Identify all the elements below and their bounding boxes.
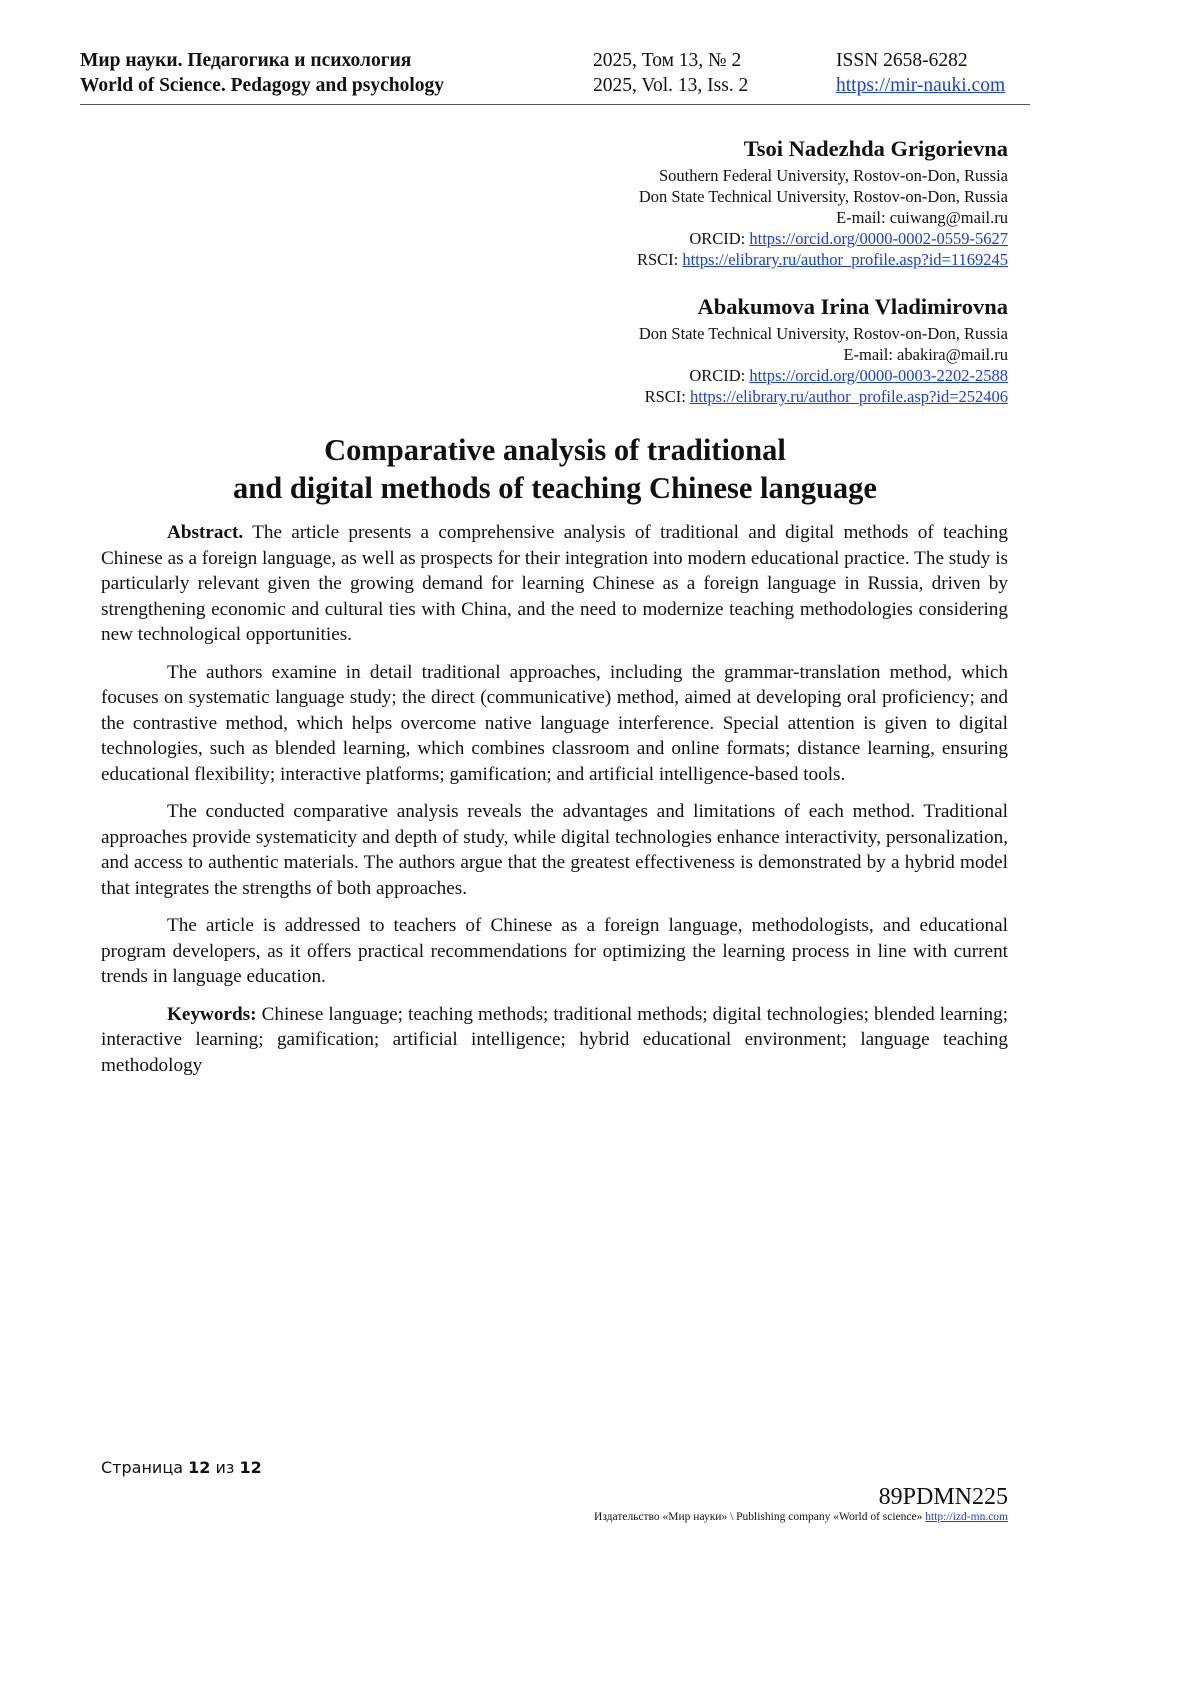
- author-orcid: [639, 365, 1008, 386]
- author-email: E-mail: abakira@mail.ru: [843, 345, 1008, 364]
- issue-info-en: 2025, Vol. 13, Iss. 2: [593, 75, 749, 96]
- publisher-line: [594, 1511, 1008, 1523]
- publisher-text: Издательство «Мир науки» \ Publishing company «World of science»: [594, 1511, 923, 1523]
- article-code: 89PDMN225: [878, 1484, 1008, 1510]
- page-number: [101, 1458, 262, 1477]
- author-rsci: [639, 386, 1008, 407]
- abstract-section: [101, 520, 1008, 1090]
- keywords-label: Keywords:: [167, 1003, 257, 1025]
- header-row-en: [80, 75, 1030, 101]
- article-title: [60, 431, 1050, 507]
- orcid-link[interactable]: https://orcid.org/0000-0003-2202-2588: [749, 366, 1008, 385]
- rsci-label: RSCI:: [636, 250, 679, 269]
- abstract-paragraph: The authors examine in detail traditional approaches, including the grammar-translation method, which focuses on systematic language study; the direct (communicative) method, aimed at developing oral proficiency; and the contrastive method, which helps overcome native language interference. Special attention is given to digital technologies, such as blended learning, which combines classroom and online formats; distance learning, ensuring educational flexibility; interactive platforms; gamification; and artificial intelligence-based tools.: [101, 661, 1008, 785]
- author-name: Abakumova Irina Vladimirovna: [697, 294, 1008, 319]
- rsci-link[interactable]: https://elibrary.ru/author_profile.asp?id=1169245: [682, 250, 1008, 269]
- author-block-1: [637, 134, 1008, 270]
- abstract-label: Abstract.: [167, 522, 244, 543]
- abstract-paragraph: The article is addressed to teachers of Chinese as a foreign language, methodologists, and educational program developers, as it offers practical recommendations for optimizing the learning process in line with current trends in language education.: [101, 915, 1008, 987]
- rsci-label: RSCI:: [644, 387, 686, 406]
- journal-header: [80, 48, 1030, 105]
- orcid-link[interactable]: https://orcid.org/0000-0002-0559-5627: [749, 229, 1008, 248]
- author-rsci: [637, 249, 1008, 270]
- page-separator: из: [215, 1458, 235, 1477]
- page-prefix: Страница: [101, 1458, 184, 1477]
- author-email: E-mail: cuiwang@mail.ru: [836, 208, 1008, 227]
- orcid-label: ORCID:: [689, 229, 746, 248]
- keywords-text: Chinese language; teaching methods; traditional methods; digital technologies; blended learning; interactive learning; gamification; artificial intelligence; hybrid educational environment; language teaching methodology: [101, 1003, 1008, 1076]
- rsci-link[interactable]: https://elibrary.ru/author_profile.asp?id=252406: [690, 387, 1008, 406]
- publisher-link[interactable]: http://izd-mn.com: [925, 1511, 1008, 1523]
- page-current: 12: [188, 1458, 211, 1477]
- title-line-2: and digital methods of teaching Chinese language: [233, 471, 877, 505]
- author-affiliation: Southern Federal University, Rostov-on-Don, Russia: [658, 166, 1008, 185]
- author-block-2: [639, 292, 1008, 407]
- header-row-ru: [80, 50, 1030, 76]
- journal-title-en: World of Science. Pedagogy and psychology: [80, 75, 445, 96]
- page-total: 12: [239, 1458, 262, 1477]
- author-affiliation: Don State Technical University, Rostov-on-Don, Russia: [638, 187, 1008, 206]
- author-name: Tsoi Nadezhda Grigorievna: [743, 136, 1008, 161]
- journal-url-link[interactable]: https://mir-nauki.com: [836, 75, 1006, 96]
- journal-title-ru: Мир науки. Педагогика и психология: [80, 50, 412, 71]
- title-line-1: Comparative analysis of traditional: [324, 433, 786, 467]
- issn: ISSN 2658-6282: [836, 50, 968, 71]
- author-affiliation: Don State Technical University, Rostov-on-Don, Russia: [638, 324, 1008, 343]
- abstract-text: The article presents a comprehensive analysis of traditional and digital methods of teaching Chinese as a foreign language, as well as prospects for their integration into modern educational practice. The study is particularly relevant given the growing demand for learning Chinese as a foreign language in Russia, driven by strengthening economic and cultural ties with China, and the need to modernize teaching methodologies considering new technological opportunities.: [101, 522, 1008, 645]
- abstract-paragraph: The conducted comparative analysis reveals the advantages and limitations of each method. Traditional approaches provide systematicity and depth of study, while digital technologies enhance interactivity, personalization, and access to authentic materials. The authors argue that the greatest effectiveness is demonstrated by a hybrid model that integrates the strengths of both approaches.: [101, 801, 1008, 899]
- abstract-paragraph: [101, 520, 1008, 648]
- issue-info-ru: 2025, Том 13, № 2: [593, 50, 742, 71]
- keywords-paragraph: [101, 1002, 1008, 1079]
- author-orcid: [637, 228, 1008, 249]
- orcid-label: ORCID:: [689, 366, 746, 385]
